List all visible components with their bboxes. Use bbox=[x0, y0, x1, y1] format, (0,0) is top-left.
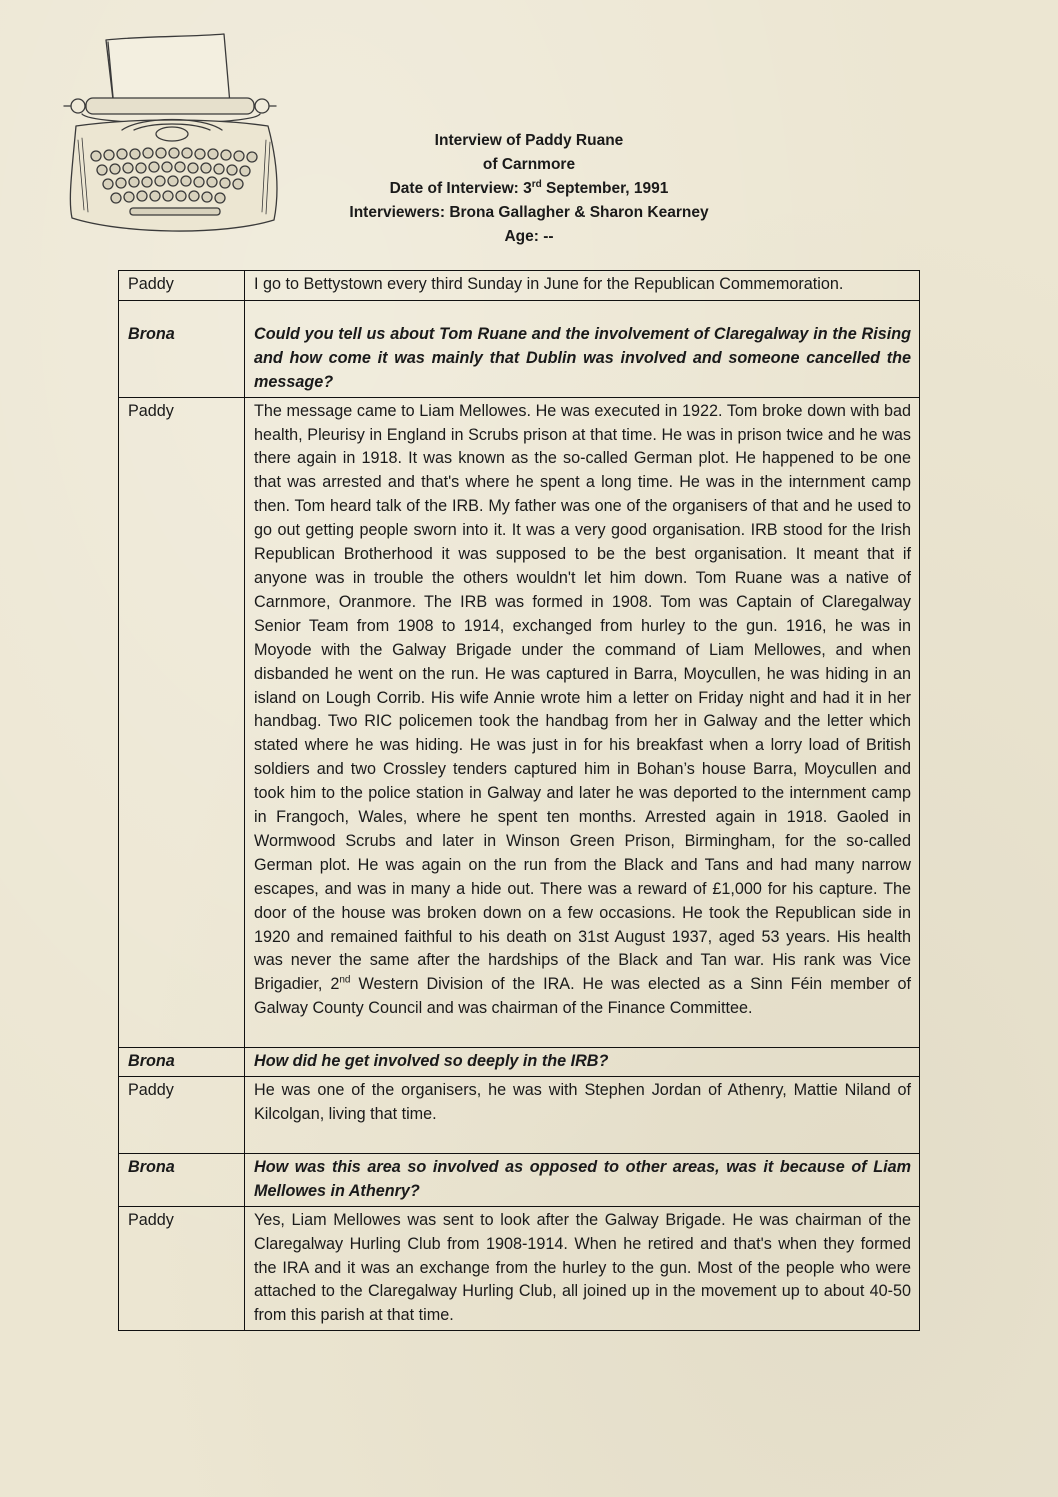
interviewee-location: of Carnmore bbox=[482, 156, 576, 173]
interview-date: Date of Interview: 3rd September, 1991 bbox=[389, 178, 669, 197]
transcript-table bbox=[118, 270, 920, 1331]
speech-cell: The message came to Liam Mellowes. He was executed in 1922. Tom broke down with bad health, Pleurisy in England in Scrubs prison at that time. He was in prison twice and he was there again in 1918. It was known as the so-called German plot. He happened to be one that was arrested and that's where he spent a long time. He was in the internment camp then. Tom heard talk of the IRB. My father was one of the organisers of that and he used to go out getting people sworn into it. It was a very good organisation. IRB stood for the Irish Republican Brotherhood it was supposed to be the best organisation. It meant that if anyone was in trouble the others wouldn't let him down. Tom Ruane was a native of Carnmore, Oranmore. The IRB was formed in 1908. Tom was Captain of Claregalway Senior Team from 1908 to 1914, exchanged from hurley to the gun. 1916, he was in Moyode with the Galway Brigade under the command of Liam Mellowes, and when disbanded he went on the run. He was captured in Barra, Moycullen, he was hiding in an island on Lough Corrib. His wife Annie wrote him a letter on Friday night and had it in her handbag. Two RIC policemen took the handbag from her in Galway and the letter which stated where he was hiding. He was just in for his breakfast when a lorry load of British soldiers and two Crossley tenders captured him in Bohan’s house Barra, Moycullen and took him to the police station in Galway and later he was deported to the internment camp in Frangoch, Wales, where he spent ten months. Arrested again in 1918. Gaoled in Wormwood Scrubs and later in Winson Green Prison, Birmingham, for the so-called German plot. He was again on the run from the Black and Tans and had many narrow escapes, and was in many a hide out. There was a reward of £1,000 for his capture. The door of the house was broken down on a few occasions. He took the Republican side in 1920 and remained faithful to his death on 31st August 1937, aged 53 years. His health was never the same after the hardships of the Black and Tan war. His rank was Vice Brigadier, 2nd Western Division of the IRA. He was elected as a Sinn Féin member of Galway County Council and was chairman of the Finance Committee. bbox=[245, 397, 920, 1048]
speech-cell: How did he get involved so deeply in the IRB? bbox=[245, 1048, 920, 1077]
transcript-row bbox=[119, 300, 920, 397]
transcript-row bbox=[119, 1048, 920, 1077]
interview-title: Interview of Paddy Ruane bbox=[434, 132, 624, 149]
interviewers: Interviewers: Brona Gallagher & Sharon Kearney bbox=[349, 204, 709, 221]
typewriter-illustration bbox=[62, 30, 294, 240]
transcript-row bbox=[119, 397, 920, 1048]
speaker-cell: Brona bbox=[119, 1048, 245, 1077]
speech-cell: Could you tell us about Tom Ruane and the involvement of Claregalway in the Rising and how come it was mainly that Dublin was involved and someone cancelled the message? bbox=[245, 300, 920, 397]
transcript-row bbox=[119, 1077, 920, 1154]
speech-cell: He was one of the organisers, he was with Stephen Jordan of Athenry, Mattie Niland of Kilcolgan, living that time. bbox=[245, 1077, 920, 1154]
speech-cell: I go to Bettystown every third Sunday in June for the Republican Commemoration. bbox=[245, 271, 920, 301]
transcript-row bbox=[119, 1206, 920, 1331]
speaker-cell: Paddy bbox=[119, 271, 245, 301]
speech-cell: How was this area so involved as opposed to other areas, was it because of Liam Mellowes in Athenry? bbox=[245, 1153, 920, 1206]
interviewee-age: Age: -- bbox=[504, 228, 554, 245]
speaker-cell: Paddy bbox=[119, 397, 245, 1048]
speaker-cell: Brona bbox=[119, 300, 245, 397]
speaker-cell: Paddy bbox=[119, 1206, 245, 1331]
interview-header bbox=[300, 129, 758, 249]
speaker-cell: Brona bbox=[119, 1153, 245, 1206]
speech-cell: Yes, Liam Mellowes was sent to look after the Galway Brigade. He was chairman of the Claregalway Hurling Club from 1908-1914. When he retired and that's when they formed the IRA and it was an exchange from the hurley to the gun. Most of the people who were attached to the Claregalway Hurling Club, all joined up in the movement up to about 40-50 from this parish at that time. bbox=[245, 1206, 920, 1331]
speaker-cell: Paddy bbox=[119, 1077, 245, 1154]
transcript-row bbox=[119, 271, 920, 301]
transcript-row bbox=[119, 1153, 920, 1206]
